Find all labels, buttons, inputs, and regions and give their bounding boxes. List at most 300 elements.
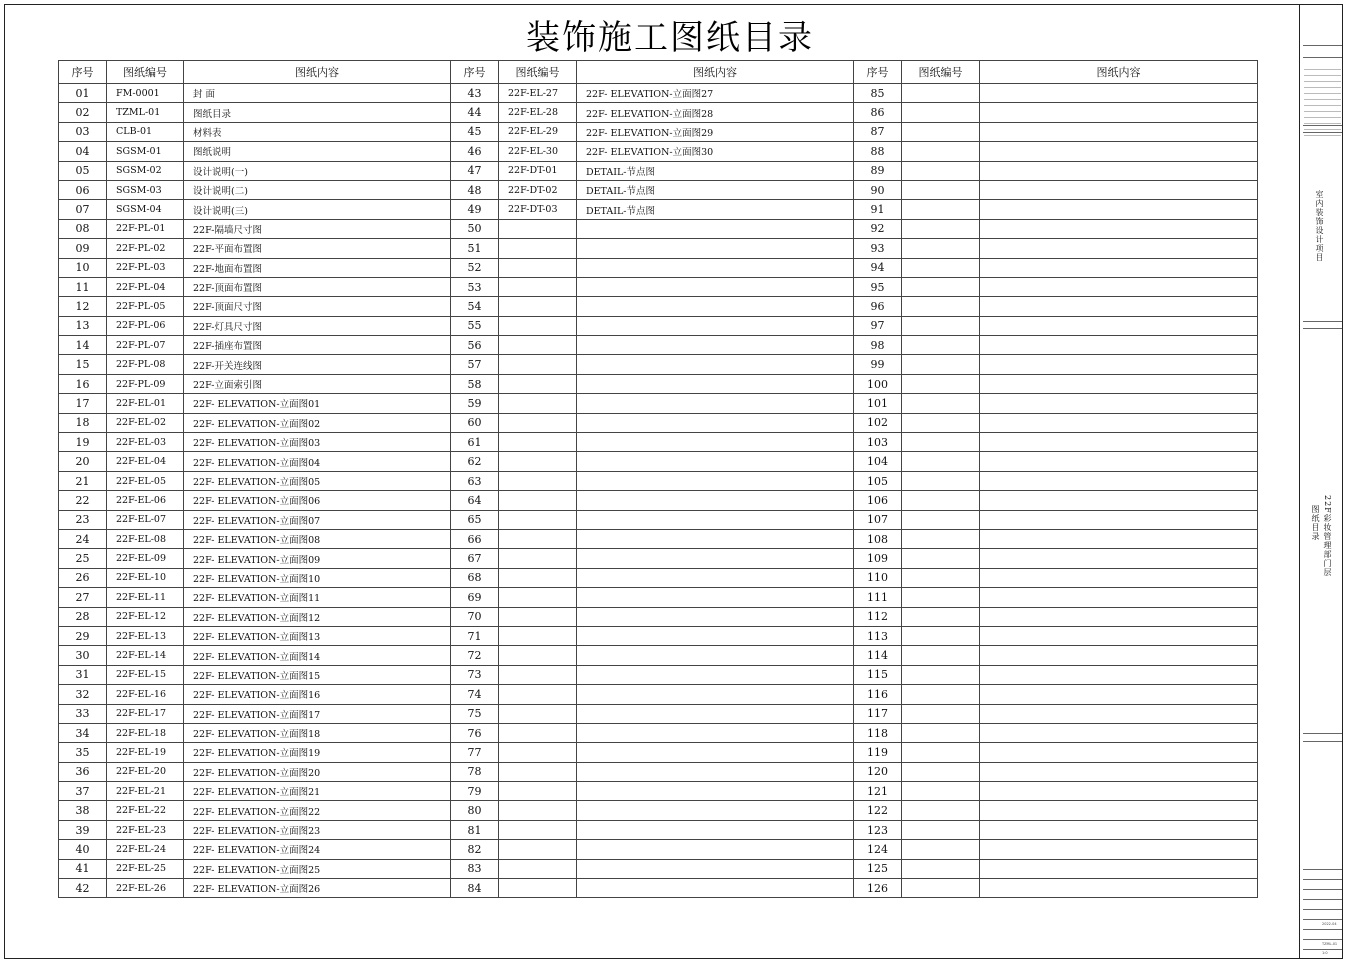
table-row: [59, 277, 1258, 296]
cell-content-2: [577, 626, 854, 645]
cell-seq-2: 70: [451, 607, 499, 626]
cell-content-2: [577, 336, 854, 355]
table-row: [59, 122, 1258, 141]
cell-seq-2: 57: [451, 355, 499, 374]
cell-code-3: [902, 258, 980, 277]
cell-seq-1: 22: [59, 491, 107, 510]
cell-code-2: [499, 297, 577, 316]
title-block-divider: [1303, 929, 1342, 930]
cell-code-1: 22F-EL-14: [107, 646, 184, 665]
cell-seq-1: 02: [59, 103, 107, 122]
cell-code-3: [902, 588, 980, 607]
cell-content-3: [980, 374, 1258, 393]
table-row: [59, 859, 1258, 878]
cell-code-2: [499, 355, 577, 374]
cell-content-2: [577, 859, 854, 878]
cell-content-2: [577, 297, 854, 316]
cell-seq-2: 68: [451, 568, 499, 587]
cell-content-3: [980, 355, 1258, 374]
cell-content-1: 22F- ELEVATION-立面图01: [184, 394, 451, 413]
table-row: [59, 394, 1258, 413]
cell-content-3: [980, 549, 1258, 568]
header-content-1: 图纸内容: [184, 61, 451, 84]
cell-content-2: 22F- ELEVATION-立面图28: [577, 103, 854, 122]
table-row: [59, 646, 1258, 665]
cell-content-1: 22F-立面索引图: [184, 374, 451, 393]
cell-content-2: [577, 762, 854, 781]
cell-seq-1: 23: [59, 510, 107, 529]
cell-content-2: [577, 607, 854, 626]
cell-code-1: 22F-EL-13: [107, 626, 184, 645]
cell-code-3: [902, 336, 980, 355]
cell-content-3: [980, 723, 1258, 742]
cell-content-3: [980, 529, 1258, 548]
cell-code-2: [499, 665, 577, 684]
cell-content-2: [577, 723, 854, 742]
cell-seq-3: 93: [854, 239, 902, 258]
title-block-divider: [1303, 741, 1342, 742]
cell-code-2: [499, 782, 577, 801]
cell-code-1: 22F-EL-06: [107, 491, 184, 510]
cell-content-3: [980, 588, 1258, 607]
cell-seq-3: 90: [854, 180, 902, 199]
cell-content-1: 22F- ELEVATION-立面图16: [184, 685, 451, 704]
cell-code-3: [902, 452, 980, 471]
cell-content-3: [980, 626, 1258, 645]
cell-seq-2: 64: [451, 491, 499, 510]
cell-code-2: [499, 471, 577, 490]
cell-content-3: [980, 859, 1258, 878]
cell-seq-1: 15: [59, 355, 107, 374]
cell-content-3: [980, 200, 1258, 219]
cell-content-1: 材料表: [184, 122, 451, 141]
cell-seq-2: 73: [451, 665, 499, 684]
cell-code-3: [902, 782, 980, 801]
cell-seq-2: 49: [451, 200, 499, 219]
cell-seq-1: 08: [59, 219, 107, 238]
cell-code-3: [902, 277, 980, 296]
cell-content-3: [980, 607, 1258, 626]
cell-code-2: [499, 879, 577, 898]
cell-seq-1: 04: [59, 142, 107, 161]
table-row: [59, 180, 1258, 199]
cell-seq-3: 114: [854, 646, 902, 665]
cell-code-2: [499, 239, 577, 258]
cell-seq-3: 111: [854, 588, 902, 607]
cell-content-2: [577, 239, 854, 258]
cell-seq-2: 45: [451, 122, 499, 141]
cell-content-2: [577, 491, 854, 510]
cell-seq-1: 24: [59, 529, 107, 548]
header-code-3: 图纸编号: [902, 61, 980, 84]
cell-content-1: 22F- ELEVATION-立面图03: [184, 433, 451, 452]
cell-content-2: [577, 588, 854, 607]
cell-seq-2: 44: [451, 103, 499, 122]
project-name: 室内装饰设计项目: [1315, 190, 1324, 262]
cell-seq-2: 58: [451, 374, 499, 393]
table-row: [59, 471, 1258, 490]
cell-seq-3: 88: [854, 142, 902, 161]
cell-seq-3: 115: [854, 665, 902, 684]
cell-seq-1: 31: [59, 665, 107, 684]
cell-code-3: [902, 297, 980, 316]
cell-content-3: [980, 801, 1258, 820]
table-row: [59, 782, 1258, 801]
cell-seq-1: 17: [59, 394, 107, 413]
cell-seq-1: 11: [59, 277, 107, 296]
cell-code-3: [902, 122, 980, 141]
cell-code-1: 22F-EL-22: [107, 801, 184, 820]
title-block-divider: [1303, 125, 1342, 126]
cell-content-3: [980, 433, 1258, 452]
table-header-row: [59, 61, 1258, 84]
cell-code-1: FM-0001: [107, 84, 184, 103]
cell-content-2: DETAIL-节点图: [577, 200, 854, 219]
cell-content-2: [577, 413, 854, 432]
cell-code-2: [499, 277, 577, 296]
cell-code-1: 22F-PL-04: [107, 277, 184, 296]
header-seq-1: 序号: [59, 61, 107, 84]
cell-content-1: 22F- ELEVATION-立面图18: [184, 723, 451, 742]
drawing-catalog-table: [58, 60, 1258, 898]
cell-code-3: [902, 161, 980, 180]
cell-seq-2: 79: [451, 782, 499, 801]
cell-seq-1: 10: [59, 258, 107, 277]
cell-seq-1: 05: [59, 161, 107, 180]
table-row: [59, 103, 1258, 122]
cell-seq-3: 108: [854, 529, 902, 548]
cell-seq-1: 36: [59, 762, 107, 781]
cell-code-2: 22F-EL-30: [499, 142, 577, 161]
table-row: [59, 84, 1258, 103]
table-row: [59, 200, 1258, 219]
cell-content-1: 22F-隔墙尺寸图: [184, 219, 451, 238]
cell-seq-1: 07: [59, 200, 107, 219]
cell-seq-1: 18: [59, 413, 107, 432]
table-row: [59, 161, 1258, 180]
table-row: [59, 316, 1258, 335]
title-block-divider: [1303, 889, 1342, 890]
cell-code-2: [499, 820, 577, 839]
cell-content-2: [577, 704, 854, 723]
table-row: [59, 762, 1258, 781]
cell-seq-2: 59: [451, 394, 499, 413]
cell-seq-2: 46: [451, 142, 499, 161]
cell-code-2: [499, 743, 577, 762]
cell-code-1: 22F-EL-08: [107, 529, 184, 548]
cell-code-3: [902, 840, 980, 859]
header-content-3: 图纸内容: [980, 61, 1258, 84]
cell-content-3: [980, 316, 1258, 335]
cell-content-1: 22F- ELEVATION-立面图13: [184, 626, 451, 645]
cell-code-1: 22F-EL-07: [107, 510, 184, 529]
cell-seq-3: 95: [854, 277, 902, 296]
title-block-divider: [1303, 869, 1342, 870]
cell-seq-1: 01: [59, 84, 107, 103]
cell-seq-3: 123: [854, 820, 902, 839]
cell-seq-1: 14: [59, 336, 107, 355]
cell-seq-2: 67: [451, 549, 499, 568]
cell-code-1: TZML-01: [107, 103, 184, 122]
cell-content-2: [577, 394, 854, 413]
title-block-divider: [1303, 328, 1342, 329]
table-row: [59, 820, 1258, 839]
drawing-name-line1: 22F彩妆管理部门层: [1323, 495, 1332, 577]
cell-code-1: 22F-PL-03: [107, 258, 184, 277]
cell-seq-3: 110: [854, 568, 902, 587]
cell-seq-3: 102: [854, 413, 902, 432]
cell-seq-3: 117: [854, 704, 902, 723]
title-block: [1302, 5, 1343, 958]
cell-seq-3: 107: [854, 510, 902, 529]
cell-content-3: [980, 510, 1258, 529]
cell-code-1: 22F-PL-08: [107, 355, 184, 374]
cell-seq-1: 37: [59, 782, 107, 801]
cell-content-3: [980, 122, 1258, 141]
title-block-divider: [1303, 949, 1342, 950]
table-row: [59, 801, 1258, 820]
cell-content-1: 22F-灯具尺寸图: [184, 316, 451, 335]
cell-seq-3: 100: [854, 374, 902, 393]
cell-seq-2: 56: [451, 336, 499, 355]
cell-code-3: [902, 607, 980, 626]
title-block-divider: [1303, 321, 1342, 322]
cell-content-1: 22F- ELEVATION-立面图20: [184, 762, 451, 781]
cell-code-1: 22F-PL-05: [107, 297, 184, 316]
cell-code-3: [902, 471, 980, 490]
cell-code-3: [902, 685, 980, 704]
table-row: [59, 297, 1258, 316]
cell-content-1: 22F- ELEVATION-立面图17: [184, 704, 451, 723]
cell-seq-1: 20: [59, 452, 107, 471]
cell-code-2: [499, 762, 577, 781]
cell-code-3: [902, 549, 980, 568]
cell-content-2: [577, 685, 854, 704]
cell-content-2: [577, 219, 854, 238]
cell-seq-3: 98: [854, 336, 902, 355]
cell-content-1: 22F- ELEVATION-立面图21: [184, 782, 451, 801]
table-row: [59, 549, 1258, 568]
cell-seq-3: 113: [854, 626, 902, 645]
cell-content-3: [980, 704, 1258, 723]
cell-content-2: [577, 782, 854, 801]
cell-content-2: [577, 374, 854, 393]
title-block-divider: [1303, 733, 1342, 734]
cell-content-2: [577, 879, 854, 898]
cell-seq-3: 101: [854, 394, 902, 413]
cell-code-2: [499, 316, 577, 335]
cell-seq-3: 120: [854, 762, 902, 781]
cell-content-3: [980, 336, 1258, 355]
cell-code-2: [499, 491, 577, 510]
cell-content-2: [577, 665, 854, 684]
cell-seq-2: 77: [451, 743, 499, 762]
cell-seq-2: 76: [451, 723, 499, 742]
cell-content-3: [980, 161, 1258, 180]
cell-content-1: 设计说明(二): [184, 180, 451, 199]
cell-content-1: 22F- ELEVATION-立面图02: [184, 413, 451, 432]
cell-seq-2: 65: [451, 510, 499, 529]
cell-code-1: 22F-EL-11: [107, 588, 184, 607]
cell-content-2: 22F- ELEVATION-立面图29: [577, 122, 854, 141]
cell-seq-2: 71: [451, 626, 499, 645]
cell-content-3: [980, 568, 1258, 587]
cell-content-3: [980, 84, 1258, 103]
cell-content-1: 22F- ELEVATION-立面图12: [184, 607, 451, 626]
cell-seq-3: 104: [854, 452, 902, 471]
cell-content-2: [577, 743, 854, 762]
cell-seq-1: 40: [59, 840, 107, 859]
cell-code-1: 22F-EL-19: [107, 743, 184, 762]
cell-seq-1: 28: [59, 607, 107, 626]
cell-code-2: [499, 568, 577, 587]
cell-content-3: [980, 239, 1258, 258]
cell-content-3: [980, 394, 1258, 413]
cell-code-3: [902, 394, 980, 413]
table-row: [59, 840, 1258, 859]
title-block-divider: [1303, 57, 1342, 58]
cell-content-2: [577, 433, 854, 452]
cell-code-2: [499, 723, 577, 742]
cell-code-2: [499, 801, 577, 820]
cell-content-2: [577, 529, 854, 548]
cell-code-2: 22F-EL-27: [499, 84, 577, 103]
cell-content-2: [577, 549, 854, 568]
cell-code-2: [499, 374, 577, 393]
cell-code-3: [902, 180, 980, 199]
table-row: [59, 743, 1258, 762]
cell-code-1: 22F-PL-06: [107, 316, 184, 335]
cell-seq-3: 124: [854, 840, 902, 859]
title-block-divider: [1303, 939, 1342, 940]
cell-content-3: [980, 491, 1258, 510]
cell-code-2: 22F-DT-03: [499, 200, 577, 219]
cell-seq-3: 126: [854, 879, 902, 898]
cell-code-3: [902, 200, 980, 219]
drawing-name-line2: 图纸目录: [1311, 505, 1320, 541]
cell-code-3: [902, 646, 980, 665]
cell-content-1: 22F- ELEVATION-立面图07: [184, 510, 451, 529]
cell-code-3: [902, 219, 980, 238]
cell-content-1: 封 面: [184, 84, 451, 103]
cell-seq-3: 118: [854, 723, 902, 742]
table-row: [59, 510, 1258, 529]
cell-code-3: [902, 704, 980, 723]
table-row: [59, 588, 1258, 607]
header-code-1: 图纸编号: [107, 61, 184, 84]
cell-seq-2: 47: [451, 161, 499, 180]
cell-seq-3: 105: [854, 471, 902, 490]
cell-seq-1: 03: [59, 122, 107, 141]
cell-seq-3: 106: [854, 491, 902, 510]
cell-seq-2: 83: [451, 859, 499, 878]
cell-content-2: [577, 840, 854, 859]
cell-seq-2: 72: [451, 646, 499, 665]
table-row: [59, 879, 1258, 898]
cell-content-3: [980, 413, 1258, 432]
cell-seq-2: 60: [451, 413, 499, 432]
table-row: [59, 491, 1258, 510]
cell-code-3: [902, 510, 980, 529]
cell-code-3: [902, 433, 980, 452]
title-block-scale: 1:0: [1322, 951, 1328, 955]
cell-code-1: 22F-EL-12: [107, 607, 184, 626]
cell-seq-1: 30: [59, 646, 107, 665]
cell-code-3: [902, 820, 980, 839]
cell-content-2: [577, 316, 854, 335]
cell-code-3: [902, 239, 980, 258]
cell-content-1: 22F-顶面尺寸图: [184, 297, 451, 316]
cell-content-1: 22F- ELEVATION-立面图11: [184, 588, 451, 607]
cell-code-2: [499, 840, 577, 859]
cell-seq-1: 21: [59, 471, 107, 490]
cell-content-3: [980, 471, 1258, 490]
cell-code-1: 22F-EL-15: [107, 665, 184, 684]
cell-code-2: [499, 549, 577, 568]
cell-content-1: 22F- ELEVATION-立面图14: [184, 646, 451, 665]
cell-code-1: 22F-PL-09: [107, 374, 184, 393]
cell-code-1: 22F-EL-25: [107, 859, 184, 878]
title-block-divider: [1303, 45, 1342, 46]
header-content-2: 图纸内容: [577, 61, 854, 84]
cell-content-1: 22F- ELEVATION-立面图25: [184, 859, 451, 878]
cell-content-2: 22F- ELEVATION-立面图30: [577, 142, 854, 161]
table-row: [59, 355, 1258, 374]
cell-seq-2: 62: [451, 452, 499, 471]
table-row: [59, 685, 1258, 704]
cell-code-1: 22F-EL-17: [107, 704, 184, 723]
cell-code-2: 22F-DT-02: [499, 180, 577, 199]
cell-seq-2: 66: [451, 529, 499, 548]
cell-seq-1: 35: [59, 743, 107, 762]
cell-code-2: 22F-EL-29: [499, 122, 577, 141]
cell-seq-3: 92: [854, 219, 902, 238]
cell-seq-1: 06: [59, 180, 107, 199]
cell-code-2: [499, 685, 577, 704]
cell-seq-3: 125: [854, 859, 902, 878]
cell-code-3: [902, 723, 980, 742]
cell-code-2: [499, 529, 577, 548]
table-row: [59, 374, 1258, 393]
cell-seq-3: 97: [854, 316, 902, 335]
cell-seq-2: 55: [451, 316, 499, 335]
cell-code-1: SGSM-01: [107, 142, 184, 161]
cell-code-2: [499, 336, 577, 355]
cell-content-3: [980, 103, 1258, 122]
cell-code-1: 22F-EL-09: [107, 549, 184, 568]
cell-code-1: 22F-EL-26: [107, 879, 184, 898]
table-row: [59, 723, 1258, 742]
cell-seq-2: 78: [451, 762, 499, 781]
cell-seq-2: 81: [451, 820, 499, 839]
cell-code-3: [902, 568, 980, 587]
cell-code-3: [902, 316, 980, 335]
cell-seq-2: 63: [451, 471, 499, 490]
cell-seq-2: 48: [451, 180, 499, 199]
table-row: [59, 219, 1258, 238]
cell-content-2: 22F- ELEVATION-立面图27: [577, 84, 854, 103]
header-seq-2: 序号: [451, 61, 499, 84]
table-row: [59, 568, 1258, 587]
cell-content-3: [980, 743, 1258, 762]
cell-seq-1: 27: [59, 588, 107, 607]
cell-code-2: 22F-DT-01: [499, 161, 577, 180]
cell-content-2: [577, 568, 854, 587]
header-code-2: 图纸编号: [499, 61, 577, 84]
cell-seq-2: 43: [451, 84, 499, 103]
cell-seq-3: 99: [854, 355, 902, 374]
cell-content-2: DETAIL-节点图: [577, 161, 854, 180]
